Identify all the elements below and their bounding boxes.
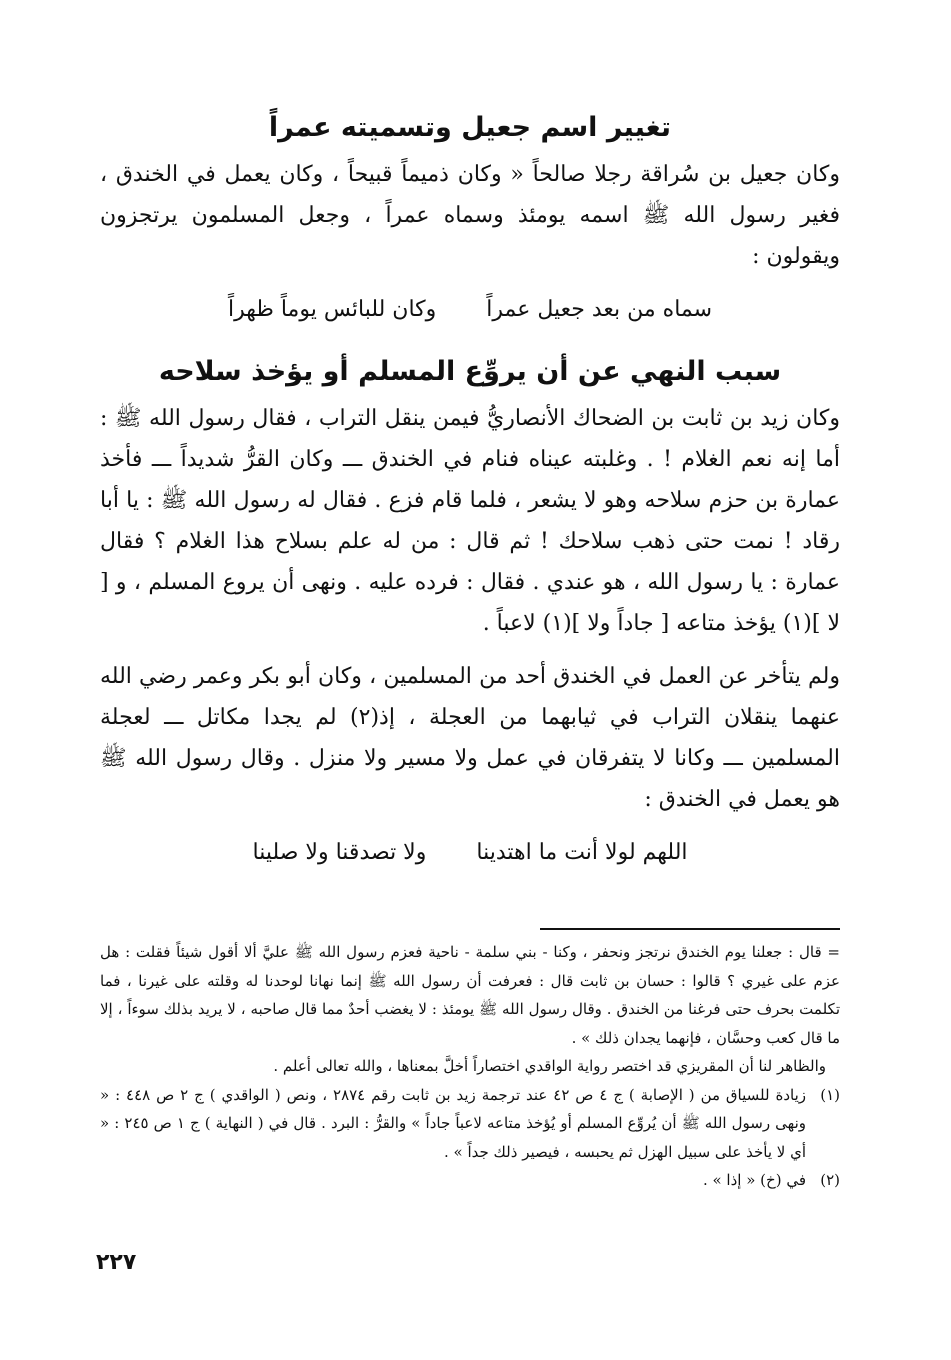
verse-first-hemistich: سماه من بعد جعيل عمراً [486,297,713,322]
section-title-prohibition: سبب النهي عن أن يروِّع المسلم أو يؤخذ سلاحه [158,356,782,387]
verse-second-hemistich: ولا تصدقنا ولا صلينا [252,840,427,865]
verse-renaming [100,289,840,330]
main-text [100,100,840,873]
paragraph-zaid: وكان زيد بن ثابت بن الضحاك الأنصاريُّ فيمن ينقل التراب ، فقال رسول الله ﷺ : أما إنه نعم الغلام ! . وغلبته عيناه فنام في الخندق ـــ وكان القرُّ شديداً ـــ فأخذ عمارة بن حزم سلاحه وهو لا يشعر ، فلما قام فزع . فقال له رسول الله ﷺ : يا أبا رقاد ! نمت حتى ذهب سلاحك ! ثم قال : من له علم بسلاح هذا الغلام ؟ فقال عمارة : يا رسول الله ، هو عندي . فقال : فرده عليه . ونهى أن يروع المسلم ، و [ لا ](١) يؤخذ متاعه [ جاداً ولا ](١) لاعباً . [100,406,840,636]
footnote-text: زيادة للسياق من ( الإصابة ) ج ٤ ص ٤٢ عند ترجمة زيد بن ثابت رقم ٢٨٧٤ ، ونص ( الواقدي ) ج ٢ ص ٤٤٨ : « ونهى رسول الله ﷺ أن يُروِّع المسلم أو يُؤخذ متاعه لاعباً جاداً » والقرُّ : البرد . قال في ( النهاية ) ج ١ ص ٢٤٥ : « أي لا يأخذ على سبيل الهزل ثم يحبسه ، فيصير ذلك جداً » . [100,1085,806,1161]
paragraph-trench-work: ولم يتأخر عن العمل في الخندق أحد من المسلمين ، وكان أبو بكر وعمر رضي الله عنهما ينقلان التراب في ثيابهما من العجلة ، إذ(٢) لم يجدا مكاتل ـــ لعجلة المسلمين ـــ وكانا لا يتفرقان في عمل ولا مسير ولا منزل . وقال رسول الله ﷺ هو يعمل في الخندق : [100,664,841,812]
footnote-number: (١) [820,1085,840,1104]
footnote-continuation: = قال : جعلنا يوم الخندق نرتجز ونحفر ، وكنا - بني سلمة - ناحية فعزم رسول الله ﷺ عليَّ ألا أقول شيئاً فقلت : هل عزم على غيري ؟ قالوا : حسان بن ثابت قال : فعرفت أن رسول الله ﷺ إنما نهانا لوحدنا له وقلته على غيرنا ، فما تكلمت بحرف حتى فرغنا من الخندق . وقال رسول الله ﷺ يومئذ : لا يغضب أحدٌ مما قال صاحبه ، لا يريد بذلك سوءاً ، إلا ما قال كعب وحسَّان ، فإنهما يجدان ذلك » . [100,943,840,1047]
page-number: ٢٢٧ [96,1250,137,1275]
footnote-number: (٢) [820,1171,840,1189]
footnote-1 [100,1081,840,1167]
section-title-renaming: تغيير اسم جعيل وتسميته عمراً [268,112,672,143]
verse-first-hemistich: اللهم لولا أنت ما اهتدينا [476,840,688,865]
footnote-text: في (خ) « إذا » . [702,1171,806,1189]
footnote-continuation-2: والظاهر لنا أن المقريزي قد اختصر رواية الواقدي اختصاراً أخلَّ بمعناها ، والله تعالى أعلم . [273,1057,826,1075]
verse-trench [100,832,840,873]
paragraph-renaming: وكان جعيل بن سُراقة رجلا صالحاً « وكان ذميماً قبيحاً ، وكان يعمل في الخندق ، فغير رسول الله ﷺ اسمه يومئذ وسماه عمراً ، وجعل المسلمون يرتجزون ويقولون : [100,162,840,269]
footnote-divider [540,928,840,930]
footnote-2 [100,1166,840,1195]
verse-second-hemistich: وكان للبائس يوماً ظهراً [227,297,437,322]
footnotes [100,938,840,1195]
